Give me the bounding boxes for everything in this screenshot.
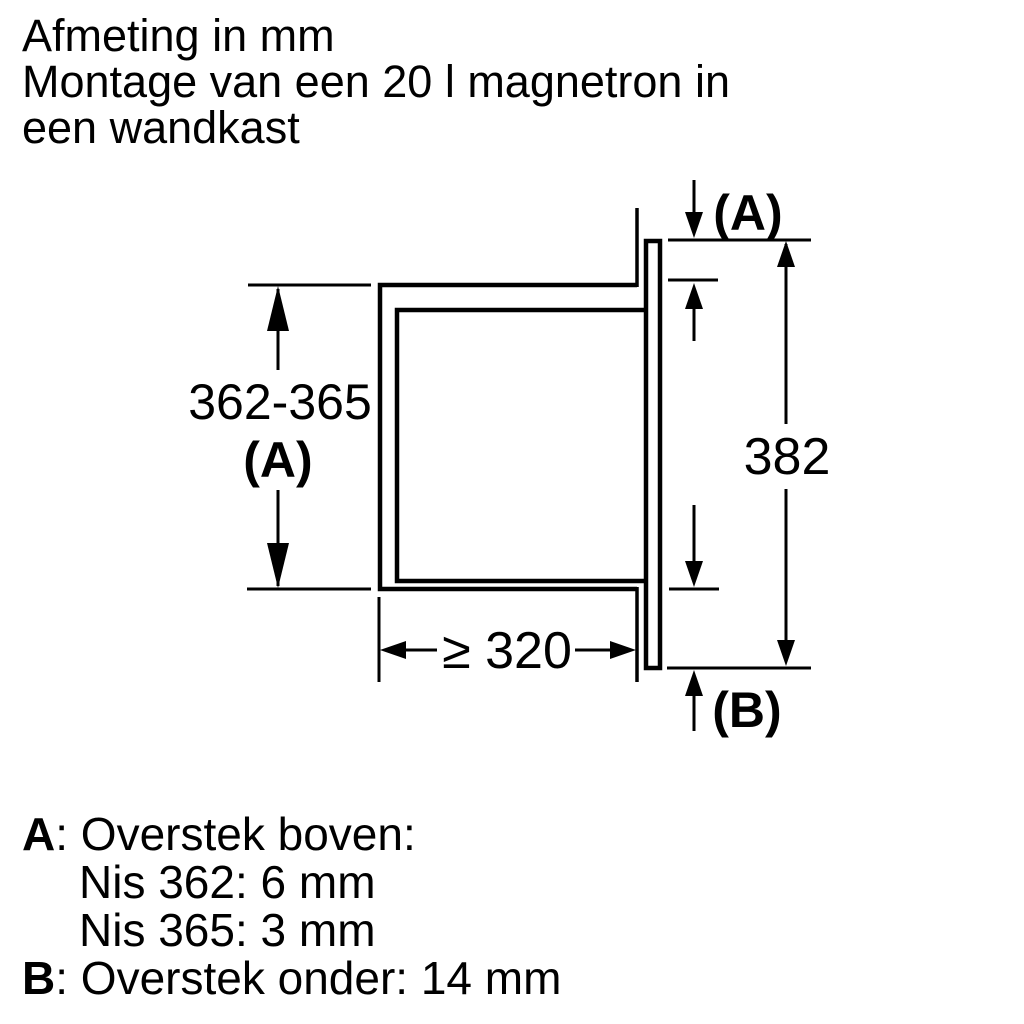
dim-niche-height — [188, 285, 372, 589]
arrow-down-icon — [777, 640, 795, 666]
arrow-up-icon — [685, 283, 703, 309]
overhang-top-label: (A) — [713, 185, 783, 241]
legend-key-b: B — [22, 952, 56, 1004]
legend — [22, 810, 561, 1002]
dim-frame-height — [744, 241, 831, 666]
legend-overhang-top — [22, 810, 561, 858]
niche-height-value: 362-365 — [188, 374, 372, 430]
niche-height-ref-label: (A) — [243, 432, 313, 488]
min-depth-value: ≥ 320 — [442, 622, 572, 680]
arrow-down-icon — [685, 561, 703, 587]
arrow-up-icon — [685, 670, 703, 696]
legend-overhang-bottom — [22, 954, 561, 1002]
dim-overhang-bottom — [667, 505, 811, 738]
arrow-up-icon — [267, 286, 289, 331]
arrow-down-icon — [267, 543, 289, 588]
title-line-3: een wandkast — [22, 102, 300, 153]
arrow-left-icon — [380, 641, 406, 659]
arrow-down-icon — [685, 212, 703, 238]
title-line-2: Montage van een 20 l magnetron in — [22, 56, 730, 107]
legend-niche-362: Nis 362: 6 mm — [79, 856, 376, 908]
legend-niche-365: Nis 365: 3 mm — [79, 904, 376, 956]
arrow-right-icon — [610, 641, 636, 659]
title-line-1: Afmeting in mm — [22, 10, 335, 61]
legend-text-a: : Overstek boven: — [55, 808, 416, 860]
dim-min-depth — [379, 597, 636, 682]
overhang-bottom-label: (B) — [712, 682, 782, 738]
legend-text-b: : Overstek onder: 14 mm — [55, 952, 562, 1004]
legend-key-a: A — [22, 808, 56, 860]
arrow-up-icon — [777, 241, 795, 267]
microwave-front-frame — [646, 241, 660, 668]
cabinet-outline — [380, 208, 645, 682]
frame-height-value: 382 — [743, 428, 831, 486]
